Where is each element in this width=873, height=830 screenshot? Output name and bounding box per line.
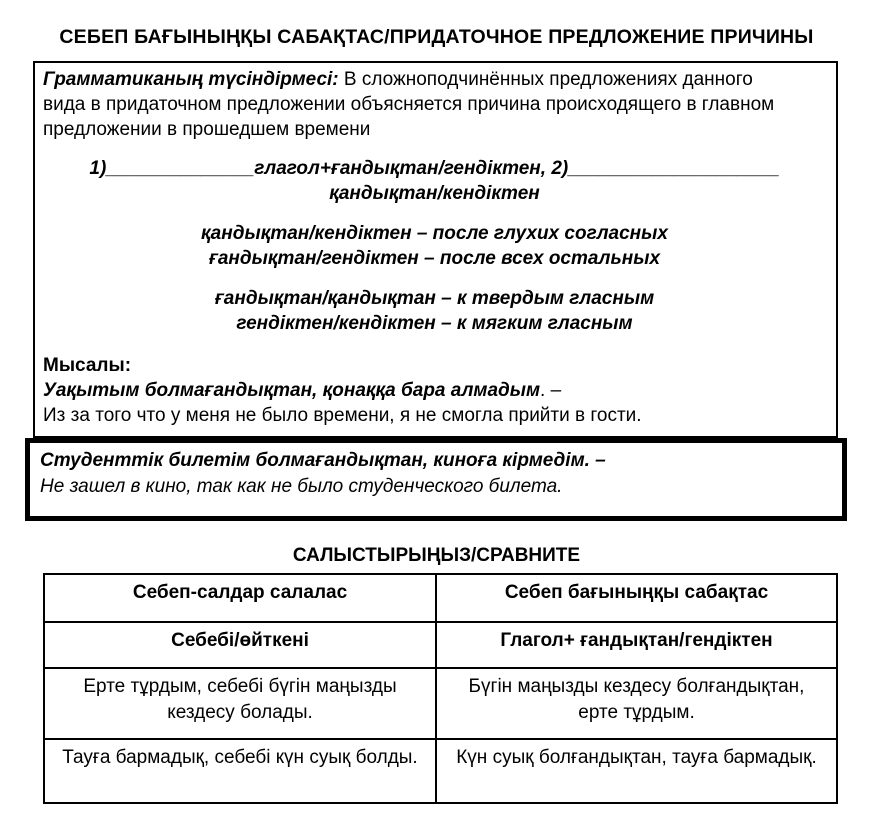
table-header-row-2 [44,622,837,668]
table-subheader-cell-left: Себебі/өйткені [44,622,436,668]
example-separator: . – [540,380,562,401]
suffix-formula-line-1: 1)______________глагол+ғандықтан/гендіктен, 2)____________________ [89,158,780,179]
vowel-rule-line-2: гендіктен/кендіктен – к мягким гласным [236,313,633,334]
grammar-intro-line-1 [43,67,826,92]
vowel-rule-line-1: ғандықтан/қандықтан – к твердым гласным [214,288,655,309]
consonant-rule-block [43,221,826,271]
example-kazakh-line [43,378,826,403]
examples-block [43,353,826,428]
table-subheader-cell-right: Глагол+ ғандықтан/гендіктен [436,622,837,668]
comparison-table [43,573,838,804]
table-header-cell-left: Себеп-салдар салалас [44,574,436,622]
comparison-heading: САЛЫСТЫРЫҢЫЗ/СРАВНИТЕ [292,545,581,566]
page-title: СЕБЕП БАҒЫНЫҢҚЫ САБАҚТАС/ПРИДАТОЧНОЕ ПРЕДЛОЖЕНИЕ ПРИЧИНЫ [59,26,814,48]
grammar-explanation-box [33,61,838,438]
suffix-formula-line-2: қандықтан/кендіктен [329,183,540,204]
example-russian-line: Из за того что у меня не было времени, я не смогла прийти в гости. [43,405,642,426]
grammar-intro-label: Грамматиканың түсіндірмесі: [43,69,339,90]
highlight-kazakh-line: Студенттік билетім болмағандықтан, киноға кірмедім. – [40,450,606,471]
highlighted-example-box [25,438,847,521]
examples-label: Мысалы: [43,355,132,376]
grammar-intro-text-1: В сложноподчинённых предложениях данного [343,69,753,90]
consonant-rule-line-1: қандықтан/кендіктен – после глухих согласных [201,223,668,244]
example-kazakh-text: Уақытым болмағандықтан, қонаққа бара алмадым [43,380,541,401]
table-header-row-1 [44,574,837,622]
table-header-cell-right: Себеп бағыныңқы сабақтас [436,574,837,622]
suffix-formula-block [43,156,826,206]
highlight-russian-line: Не зашел в кино, так как не было студенческого билета. [40,476,563,497]
table-row [44,668,837,739]
table-row [44,739,837,803]
table-cell: Тауға бармадық, себебі күн суық болды. [44,739,436,803]
grammar-intro-text-3: предложении в прошедшем времени [43,119,371,140]
grammar-intro-text-2: вида в придаточном предложении объясняется причина происходящего в главном [43,94,775,115]
table-cell: Ерте тұрдым, себебі бүгін маңызды кездесу болады. [44,668,436,739]
grammar-intro-paragraph [43,67,826,142]
table-cell: Күн суық болғандықтан, тауға бармадық. [436,739,837,803]
vowel-rule-block [43,286,826,336]
table-cell: Бүгін маңызды кездесу болғандықтан, ерте тұрдым. [436,668,837,739]
consonant-rule-line-2: ғандықтан/гендіктен – после всех остальных [208,248,661,269]
